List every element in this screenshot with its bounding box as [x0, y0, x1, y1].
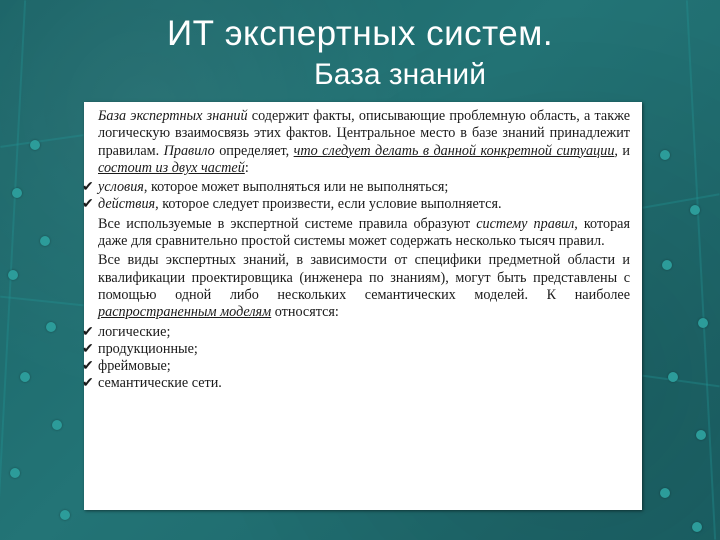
decor-dot [10, 468, 20, 478]
list-item-term: условия [98, 179, 144, 196]
decor-dot [60, 510, 70, 520]
paragraph-text: относятся: [271, 304, 339, 321]
list-item-text: семантические сети. [98, 375, 222, 392]
decor-dot [698, 318, 708, 328]
list-item [82, 196, 630, 213]
decor-dot [668, 372, 678, 382]
list-item [82, 179, 630, 196]
paragraph-text: , которая даже для сравнительно простой системы может содержать несколько тысяч правил. [98, 215, 630, 250]
list-item-text: продукционные; [98, 340, 198, 357]
decor-dot [20, 372, 30, 382]
term-rule: Правило [163, 142, 215, 159]
decor-dot [40, 236, 50, 246]
decor-dot [8, 270, 18, 280]
term-knowledge-base: База экспертных знаний [98, 108, 248, 124]
check-icon: ✔ [82, 376, 94, 392]
check-icon: ✔ [82, 359, 94, 375]
decor-dot [46, 322, 56, 332]
list-item-text: логические; [98, 323, 171, 340]
list-item-text: фреймовые; [98, 358, 171, 375]
paragraph-models [98, 252, 630, 321]
slide-subtitle: База знаний [314, 58, 486, 91]
text-panel [84, 102, 642, 510]
term-rule-system: систему правил [476, 215, 575, 232]
term-what-to-do: что следует делать в данной конкретной ситуации [293, 142, 615, 159]
decor-dot [52, 420, 62, 430]
list-item [82, 375, 630, 392]
slide-title: ИТ экспертных систем. [166, 14, 554, 53]
models-list [82, 323, 630, 393]
list-item [82, 358, 630, 375]
term-two-parts: состоит из двух частей [98, 159, 245, 176]
decor-dot [690, 205, 700, 215]
check-icon: ✔ [82, 324, 94, 340]
rule-parts-list [82, 179, 630, 214]
list-item [82, 340, 630, 358]
paragraph-rule-system [98, 216, 630, 251]
paragraph-text: : [244, 159, 249, 176]
decor-dot [660, 150, 670, 160]
list-item-term: действия [98, 196, 156, 213]
paragraph-knowledge-base [98, 108, 630, 177]
paragraph-text: Все виды экспертных знаний, в зависимости от специфики предметной области и квалификации проектировщика (инженера по знаниям), могут быть представлены с помощью одной либо нескольких семантических моделей. К наиболее [98, 252, 630, 303]
decor-dot [662, 260, 672, 270]
decor-dot [30, 140, 40, 150]
check-icon: ✔ [82, 180, 94, 196]
list-item-text: , которое следует произвести, если условие выполняется. [155, 196, 502, 213]
list-item [82, 323, 630, 341]
paragraph-text: , и [614, 142, 630, 159]
list-item-text: , которое может выполняться или не выполняться; [143, 179, 449, 196]
paragraph-text: содержит факты, описывающие проблемную область, а также логическую взаимосвязь этих фактов. Центральное место в базе знаний принадлежит правилам. [98, 108, 630, 159]
paragraph-text: определяет, [214, 142, 294, 159]
text-content [82, 108, 630, 395]
decor-dot [696, 430, 706, 440]
decor-dot [12, 188, 22, 198]
check-icon: ✔ [82, 341, 94, 357]
paragraph-text: Все используемые в экспертной системе правила образуют [98, 215, 477, 232]
decor-dot [660, 488, 670, 498]
decor-dot [692, 522, 702, 532]
check-icon: ✔ [82, 197, 94, 213]
term-common-models: распространенным моделям [98, 304, 272, 321]
